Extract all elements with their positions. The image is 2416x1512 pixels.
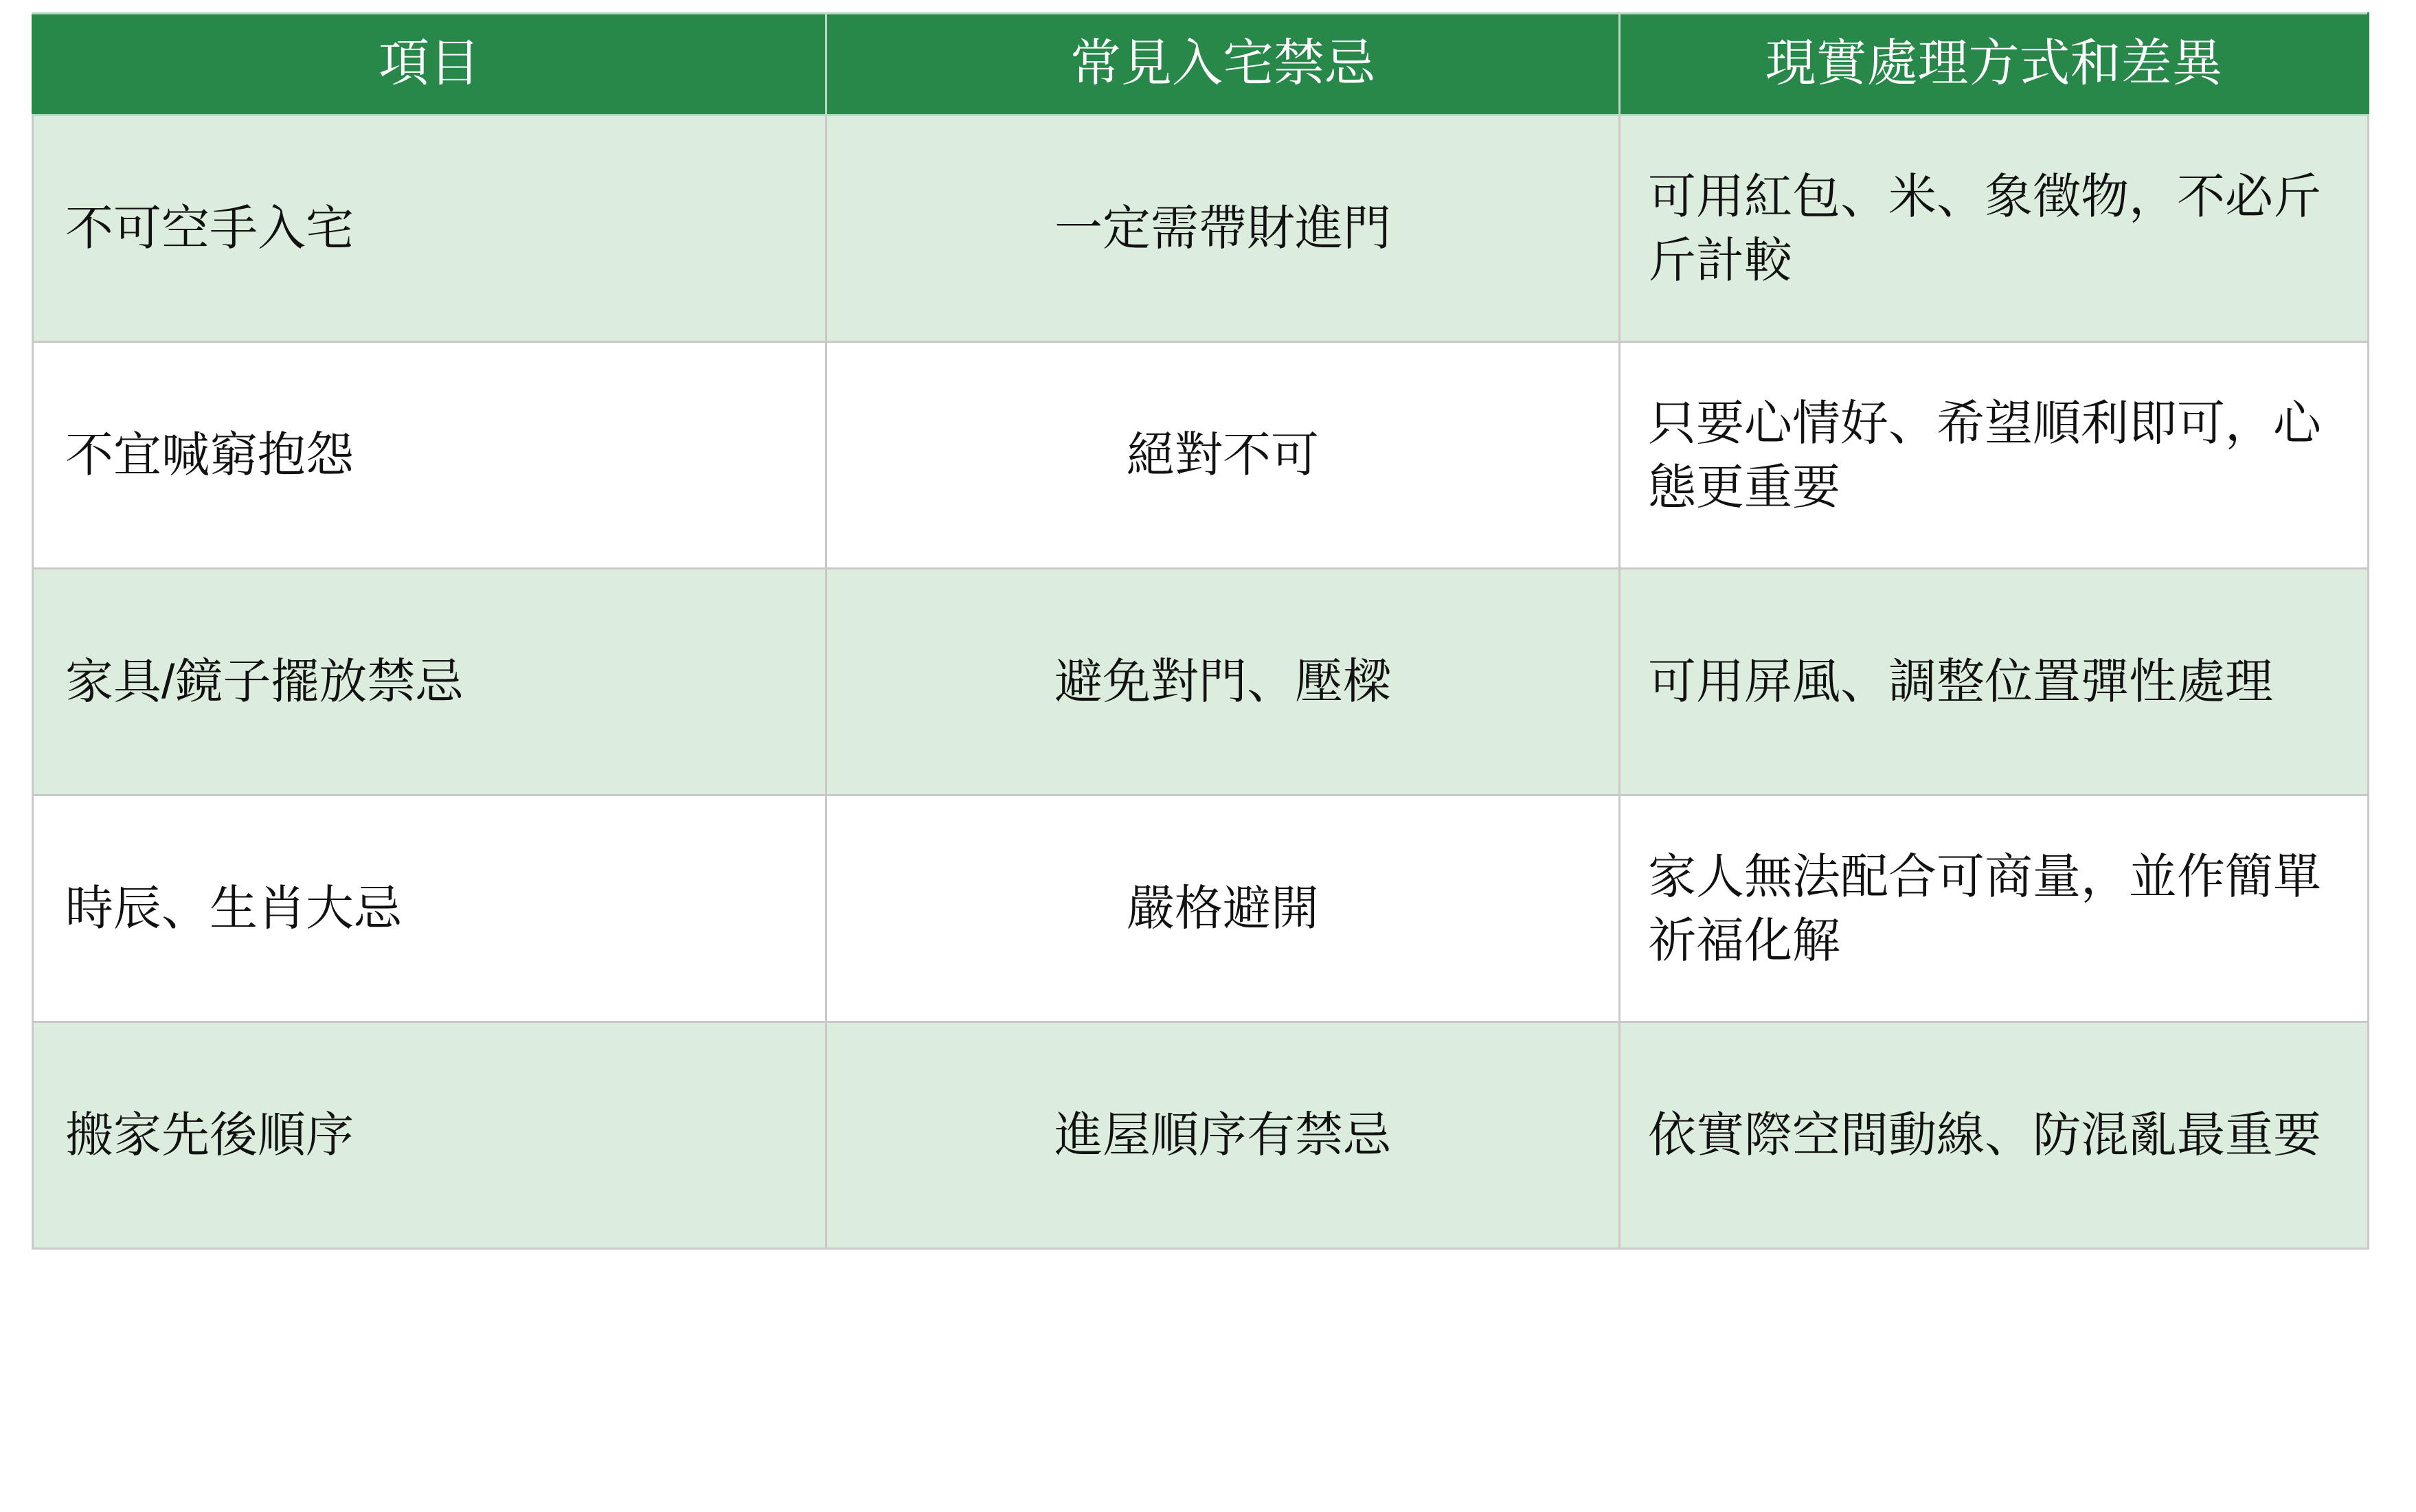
table-row <box>33 115 2369 342</box>
cell-reality: 只要心情好、希望順利即可，心態更重要 <box>1620 342 2369 569</box>
column-header-reality: 現實處理方式和差異 <box>1620 14 2369 115</box>
table-header-row <box>33 14 2369 115</box>
taboo-comparison-table <box>32 12 2369 1250</box>
cell-item: 不宜喊窮抱怨 <box>33 342 826 569</box>
table-header <box>33 14 2369 115</box>
table-body <box>33 115 2369 1249</box>
table-row <box>33 796 2369 1022</box>
cell-item: 不可空手入宅 <box>33 115 826 342</box>
cell-taboo: 一定需帶財進門 <box>826 115 1620 342</box>
table-row <box>33 569 2369 796</box>
cell-taboo: 避免對門、壓樑 <box>826 569 1620 796</box>
cell-reality: 家人無法配合可商量，並作簡單祈福化解 <box>1620 796 2369 1022</box>
cell-item: 家具/鏡子擺放禁忌 <box>33 569 826 796</box>
cell-taboo: 進屋順序有禁忌 <box>826 1022 1620 1249</box>
cell-taboo: 嚴格避開 <box>826 796 1620 1022</box>
cell-reality: 可用屏風、調整位置彈性處理 <box>1620 569 2369 796</box>
cell-item: 搬家先後順序 <box>33 1022 826 1249</box>
column-header-taboo: 常見入宅禁忌 <box>826 14 1620 115</box>
cell-taboo: 絕對不可 <box>826 342 1620 569</box>
column-header-item: 項目 <box>33 14 826 115</box>
table-row <box>33 342 2369 569</box>
table-row <box>33 1022 2369 1249</box>
cell-reality: 依實際空間動線、防混亂最重要 <box>1620 1022 2369 1249</box>
cell-item: 時辰、生肖大忌 <box>33 796 826 1022</box>
cell-reality: 可用紅包、米、象徵物，不必斤斤計較 <box>1620 115 2369 342</box>
